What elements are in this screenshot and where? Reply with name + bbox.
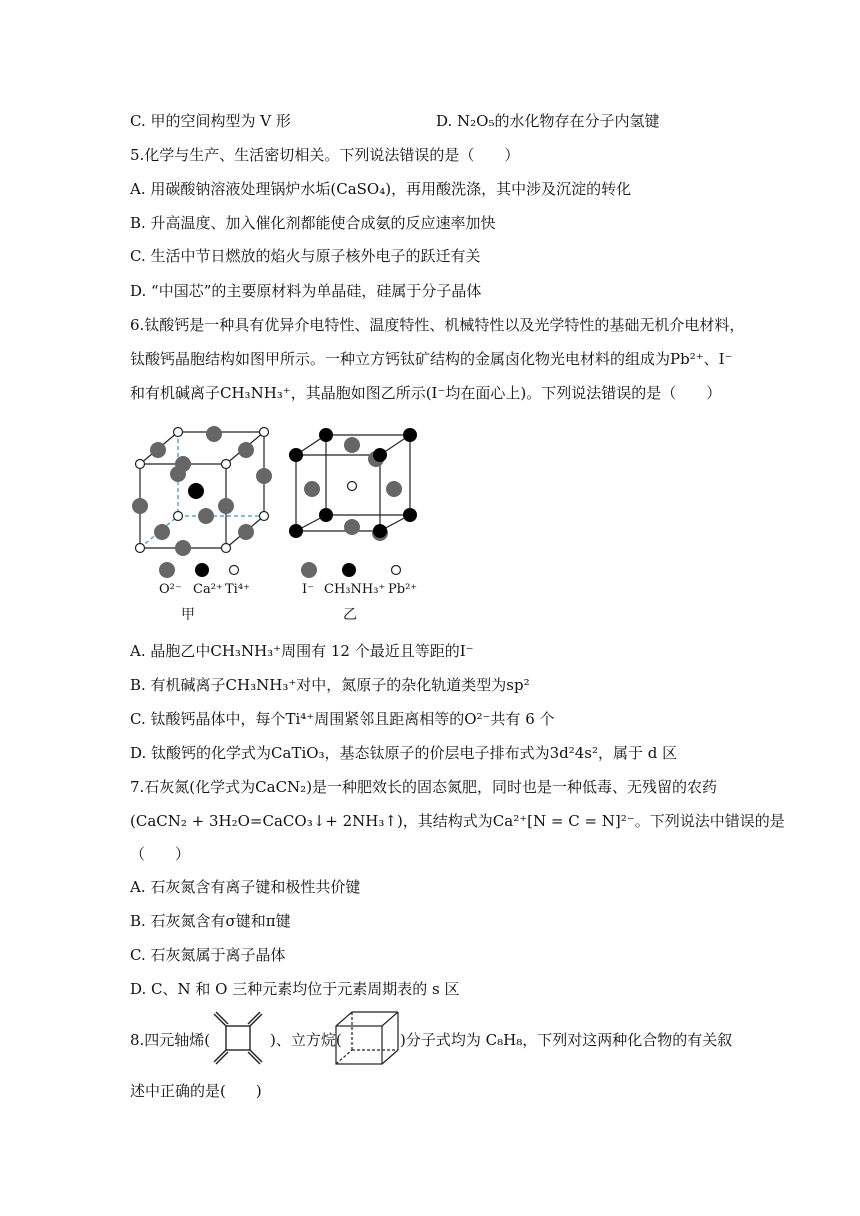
q7-stem-line1: 7.石灰氮(化学式为CaCN₂)是一种肥效长的固态氮肥，同时也是一种低毒、无残留的农药 <box>130 778 718 796</box>
q6-option-c: C. 钛酸钙晶体中，每个Ti⁴⁺周围紧邻且距离相等的O²⁻共有 6 个 <box>130 710 555 728</box>
q5-option-c: C. 生活中节日燃放的焰火与原子核外电子的跃迁有关 <box>130 247 481 265</box>
tetraradialene-structure <box>208 1010 270 1066</box>
q5-option-d: D. “中国芯”的主要原材料为单晶硅，硅属于分子晶体 <box>130 282 482 300</box>
q7-option-a: A. 石灰氮含有离子键和极性共价键 <box>130 878 361 896</box>
figure-caption-yi: 乙 <box>343 607 357 623</box>
legend-yi-ch3nh3: CH₃NH₃⁺ <box>324 582 386 597</box>
figure-jia-cacio3-cell <box>128 420 278 560</box>
legend-jia-ca: Ca²⁺ <box>193 582 223 597</box>
q4-option-d: D. N₂O₅的水化物存在分子内氢键 <box>436 112 660 130</box>
q8-stem-part3: )分子式均为 C₈H₈，下列对这两种化合物的有关叙 <box>400 1031 733 1049</box>
figure-caption-jia: 甲 <box>181 607 195 623</box>
q6-stem-line1: 6.钛酸钙是一种具有优异介电特性、温度特性、机械特性以及光学特性的基础无机介电材料， <box>130 316 745 334</box>
q6-stem-line3: 和有机碱离子CH₃NH₃⁺，其晶胞如图乙所示(I⁻均在面心上)。下列说法错误的是（ ） <box>130 384 722 402</box>
q4-option-c: C. 甲的空间构型为 V 形 <box>130 112 291 130</box>
q6-option-a: A. 晶胞乙中CH₃NH₃⁺周围有 12 个最近且等距的I⁻ <box>130 642 474 660</box>
q7-option-c: C. 石灰氮属于离子晶体 <box>130 946 286 964</box>
legend-yi-i: I⁻ <box>302 582 314 597</box>
q6-stem-line2: 钛酸钙晶胞结构如图甲所示。一种立方钙钛矿结构的金属卤化物光电材料的组成为Pb²⁺、I⁻ <box>130 350 733 368</box>
legend-jia-symbols <box>156 560 286 584</box>
q8-stem-part2: )、立方烷( <box>270 1031 342 1049</box>
q7-stem-line2: (CaCN₂ + 3H₂O=CaCO₃↓+ 2NH₃↑)，其结构式为Ca²⁺[N = C = N]²⁻。下列说法中错误的是 <box>130 812 785 830</box>
q7-option-b: B. 石灰氮含有σ键和π键 <box>130 912 291 930</box>
q5-stem: 5.化学与生产、生活密切相关。下列说法错误的是（ ） <box>130 146 520 164</box>
q8-stem-line2: 述中正确的是( ) <box>130 1082 262 1100</box>
cubane-structure <box>332 1008 402 1068</box>
q5-option-a: A. 用碳酸钠溶液处理锅炉水垢(CaSO₄)，再用酸洗涤，其中涉及沉淀的转化 <box>130 180 632 198</box>
legend-jia-ti: Ti⁴⁺ <box>225 582 250 597</box>
q8-stem-part1: 8.四元轴烯( <box>130 1031 211 1049</box>
q6-option-d: D. 钛酸钙的化学式为CaTiO₃，基态钛原子的价层电子排布式为3d²4s²，属于 d 区 <box>130 744 678 762</box>
figure-yi-perovskite-cell <box>284 425 424 555</box>
legend-jia-o: O²⁻ <box>159 582 182 597</box>
q7-stem-line3: （ ） <box>130 845 191 863</box>
q7-option-d: D. C、N 和 O 三种元素均位于元素周期表的 s 区 <box>130 980 460 998</box>
legend-yi-symbols <box>298 560 428 584</box>
q5-option-b: B. 升高温度、加入催化剂都能使合成氨的反应速率加快 <box>130 214 496 232</box>
q6-option-b: B. 有机碱离子CH₃NH₃⁺对中，氮原子的杂化轨道类型为sp² <box>130 676 530 694</box>
legend-yi-pb: Pb²⁺ <box>388 582 418 597</box>
